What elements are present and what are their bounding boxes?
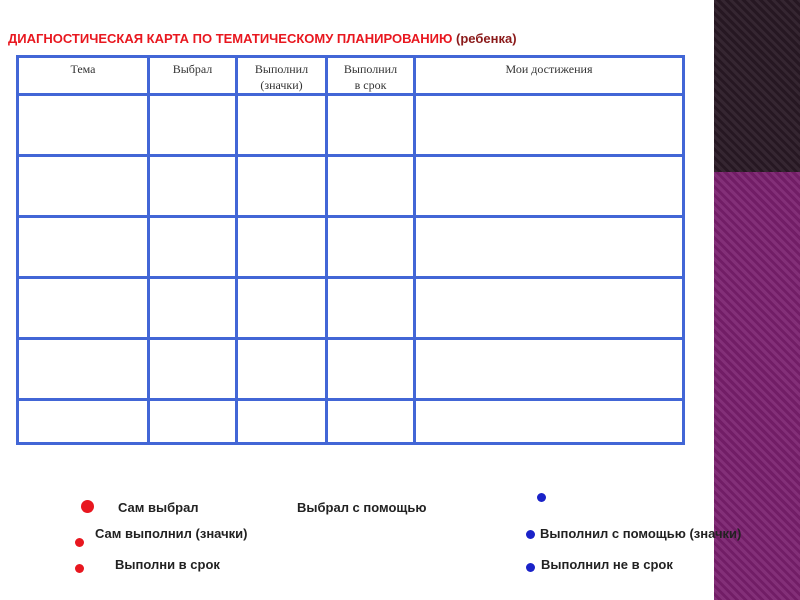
legend-self-done: Сам выполнил (значки) (95, 526, 248, 541)
table-cell[interactable] (149, 217, 237, 278)
legend-chose-with-help: Выбрал с помощью (297, 500, 427, 515)
table-cell[interactable] (415, 217, 684, 278)
diagnostic-table (16, 55, 685, 445)
table-cell[interactable] (327, 95, 415, 156)
table-cell[interactable] (415, 95, 684, 156)
blue-dot-icon (526, 530, 535, 539)
header-chose (149, 57, 237, 95)
table-row (18, 278, 684, 339)
table-cell[interactable] (237, 95, 327, 156)
table-cell[interactable] (327, 278, 415, 339)
header-done-label: Выполнил (254, 62, 309, 76)
blue-dot-icon (537, 493, 546, 502)
table-row (18, 217, 684, 278)
header-topic (18, 57, 149, 95)
table-cell[interactable] (18, 95, 149, 156)
red-dot-icon (75, 538, 84, 547)
table-cell[interactable] (237, 339, 327, 400)
table-cell[interactable] (415, 400, 684, 444)
table-cell[interactable] (327, 156, 415, 217)
legend-done-not-on-time: Выполнил не в срок (541, 557, 673, 572)
table-cell[interactable] (327, 400, 415, 444)
header-done-sublabel: (значки) (260, 78, 303, 93)
red-dot-icon (75, 564, 84, 573)
header-achievements (415, 57, 684, 95)
header-done-on-time (327, 57, 415, 95)
table-cell[interactable] (415, 278, 684, 339)
header-ontime-sublabel: в срок (354, 78, 387, 93)
table-cell[interactable] (18, 400, 149, 444)
table-cell[interactable] (415, 156, 684, 217)
red-dot-icon (81, 500, 94, 513)
table-cell[interactable] (149, 156, 237, 217)
legend-done-with-help: Выполнил с помощью (значки) (540, 526, 742, 541)
table-cell[interactable] (237, 400, 327, 444)
table-cell[interactable] (149, 400, 237, 444)
header-achievements-label: Мои достижения (505, 62, 593, 76)
table-cell[interactable] (149, 95, 237, 156)
header-topic-label: Тема (70, 62, 96, 76)
table-cell[interactable] (18, 278, 149, 339)
decorative-side-strip-dark (714, 0, 800, 172)
legend-done-on-time: Выполни в срок (115, 557, 220, 572)
table-row (18, 156, 684, 217)
decorative-side-strip (714, 0, 800, 600)
table-cell[interactable] (149, 339, 237, 400)
table-cell[interactable] (327, 217, 415, 278)
table-row (18, 339, 684, 400)
table-cell[interactable] (18, 339, 149, 400)
table-cell[interactable] (327, 339, 415, 400)
table-header-row (18, 57, 684, 95)
table-cell[interactable] (237, 278, 327, 339)
table-row (18, 95, 684, 156)
page-title (8, 31, 517, 46)
table-cell[interactable] (18, 217, 149, 278)
table-row (18, 400, 684, 444)
blue-dot-icon (526, 563, 535, 572)
header-chose-label: Выбрал (172, 62, 213, 76)
table-cell[interactable] (149, 278, 237, 339)
table-cell[interactable] (237, 217, 327, 278)
table-cell[interactable] (237, 156, 327, 217)
table-cell[interactable] (415, 339, 684, 400)
legend-self-chose: Сам выбрал (118, 500, 199, 515)
header-done-badges (237, 57, 327, 95)
page-title-main: ДИАГНОСТИЧЕСКАЯ КАРТА ПО ТЕМАТИЧЕСКОМУ ПЛАНИРОВАНИЮ (8, 31, 453, 46)
table-cell[interactable] (18, 156, 149, 217)
header-ontime-label: Выполнил (343, 62, 398, 76)
page-title-suffix: (ребенка) (456, 31, 517, 46)
